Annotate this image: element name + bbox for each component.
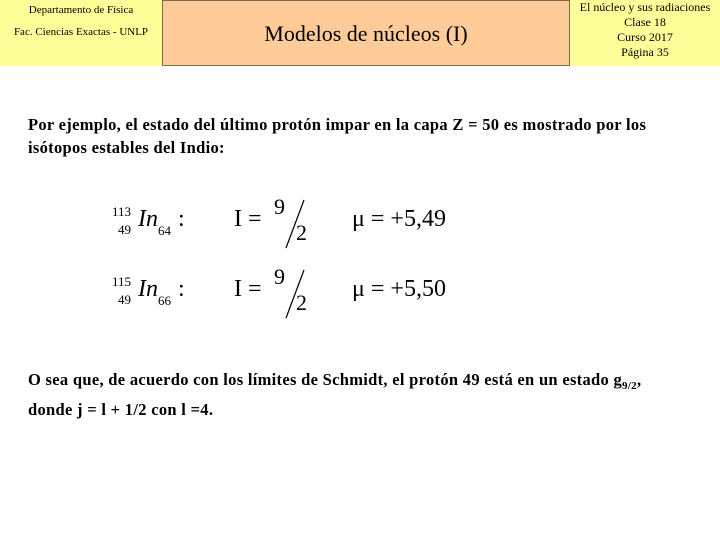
faculty-label: Fac. Ciencias Exactas - UNLP xyxy=(13,26,149,38)
fraction-denominator: 2 xyxy=(296,220,307,245)
class-number: Clase 18 xyxy=(624,15,666,29)
course-name: El núcleo y sus radiaciones xyxy=(579,0,711,14)
department-label: Departamento de Física xyxy=(28,4,134,16)
equation-row xyxy=(108,266,488,326)
equation-row xyxy=(108,196,488,256)
intro-paragraph: Por ejemplo, el estado del último protón impar en la capa Z = 50 es mostrado por los isótopos estables del Indio: xyxy=(28,115,647,157)
header-right-panel xyxy=(570,0,720,66)
spin-fraction xyxy=(274,196,314,256)
atomic-number: 49 xyxy=(118,222,131,237)
spin-fraction xyxy=(274,266,314,326)
spin-label: I = xyxy=(234,276,262,302)
course-year: Curso 2017 xyxy=(617,30,673,44)
nuclide-notation xyxy=(108,196,198,256)
magnetic-moment: μ = +5,49 xyxy=(352,206,446,232)
state-subscript: 9/2 xyxy=(622,380,637,392)
neutron-number: 66 xyxy=(158,293,171,308)
header-title-panel xyxy=(162,0,570,66)
colon: : xyxy=(178,276,185,302)
atomic-number: 49 xyxy=(118,292,131,307)
fraction-numerator: 9 xyxy=(274,194,285,219)
page-number: Página 35 xyxy=(621,45,669,59)
spin-label: I = xyxy=(234,206,262,232)
fraction-slash xyxy=(274,196,314,256)
conclusion-paragraph xyxy=(28,368,668,421)
mass-number: 115 xyxy=(112,274,132,289)
conclusion-text-end: , donde j = l + 1/2 con l =4. xyxy=(28,370,642,419)
nuclide-notation xyxy=(108,266,198,326)
fraction-slash xyxy=(274,266,314,326)
colon: : xyxy=(178,206,185,232)
course-info xyxy=(570,0,720,60)
slide-title: Modelos de núcleos (I) xyxy=(264,21,468,46)
fraction-numerator: 9 xyxy=(274,264,285,289)
fraction-denominator: 2 xyxy=(296,290,307,315)
header-left-panel xyxy=(0,0,162,66)
neutron-number: 64 xyxy=(158,223,171,238)
element-symbol: In xyxy=(138,276,158,302)
element-symbol: In xyxy=(138,206,158,232)
conclusion-text-start: O sea que, de acuerdo con los límites de Schmidt, el protón 49 está en un estado g xyxy=(28,370,623,389)
magnetic-moment: μ = +5,50 xyxy=(352,276,446,302)
mass-number: 113 xyxy=(112,204,132,219)
